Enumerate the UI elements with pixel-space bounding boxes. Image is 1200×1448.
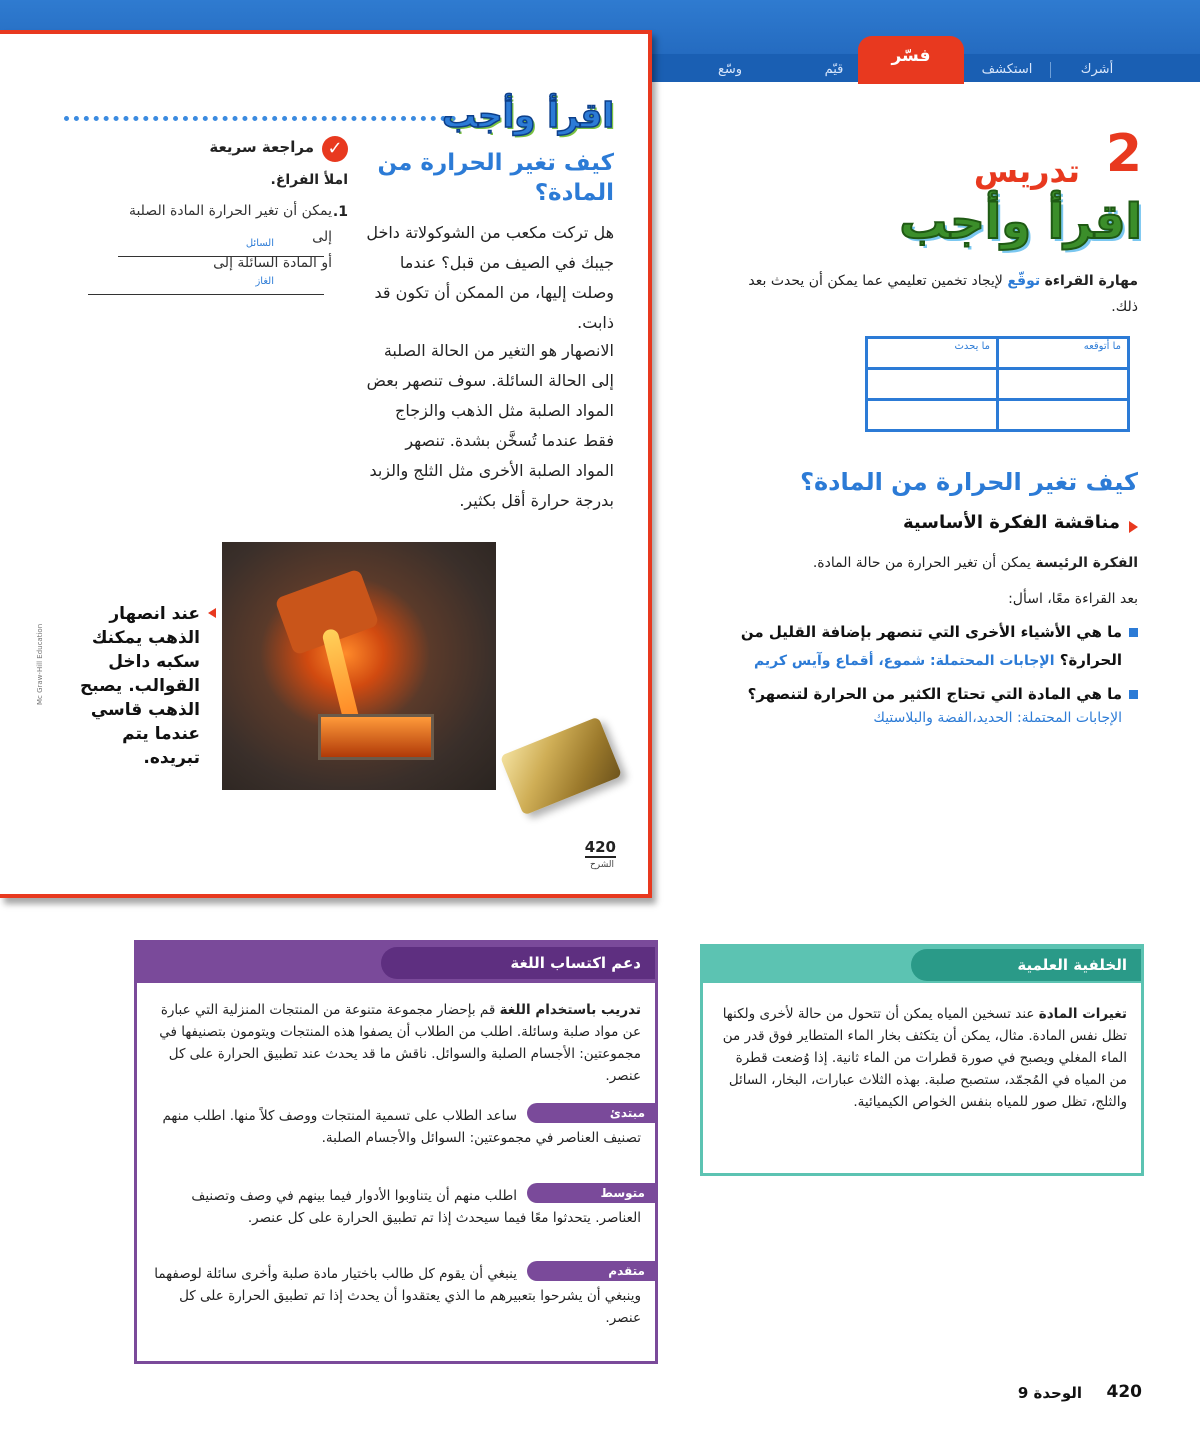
question-1 xyxy=(722,618,1122,675)
lesson-number: 2 xyxy=(1105,124,1142,184)
square-bullet-icon xyxy=(1129,628,1138,637)
read-answer-banner: اقرأ وأجب xyxy=(442,96,614,136)
photo-caption: عند انصهار الذهب يمكنك سكبه داخل القوالب. يصبح الذهب قاسي عندما يتم تبريده. xyxy=(79,604,200,768)
lesson-word: تدريس xyxy=(973,152,1080,190)
paragraph-1: هل تركت مكعب من الشوكولاتة داخل جيبك في الصيف من قبل؟ عندما وصلت إليها، من الممكن أن تكون قد ذابت. xyxy=(366,223,614,332)
main-idea-label: الفكرة الرئيسة xyxy=(1035,555,1138,571)
language-support-lead: تدريب باستخدام اللغة xyxy=(499,1002,641,1018)
dotted-rule xyxy=(64,116,456,121)
tab-engage[interactable]: أشرك xyxy=(1080,62,1114,77)
answer-1: السائل xyxy=(245,238,274,249)
discussion-head: مناقشة الفكرة الأساسية xyxy=(903,512,1120,533)
student-page-label: الشرح xyxy=(589,860,614,870)
language-support-title: دعم اكتساب اللغة xyxy=(381,947,655,979)
triangle-bullet-icon xyxy=(1129,521,1138,533)
level-text-intermediate: اطلب منهم أن يتناوبوا الأدوار فيما بينهم في وصف وتصنيف العناصر. يتحدثوا معًا فيما سيحدث إذا تم تطبيق الحرارة على كل عنصر. xyxy=(191,1188,641,1226)
tab-explore[interactable]: استكشف xyxy=(981,62,1033,77)
quick-review-title: مراجعة سريعة xyxy=(209,138,314,156)
footer-unit: الوحدة 9 xyxy=(1017,1384,1082,1402)
gold-bar-image xyxy=(500,716,622,815)
paragraph-2: الانصهار هو التغير من الحالة الصلبة إلى الحالة السائلة. سوف تنصهر بعض المواد الصلبة مثل الذهب والزجاج فقط عندما تُسخَّن بشدة. تنصهر المواد الصلبة الأخرى مثل الثلج والزبد بدرجة حرارة أقل بكثير. xyxy=(366,341,614,510)
tab-separator xyxy=(1050,62,1051,78)
table-cell[interactable] xyxy=(867,369,998,400)
table-cell[interactable] xyxy=(867,400,998,431)
science-background-box xyxy=(700,944,1144,1176)
molten-gold-photo xyxy=(222,542,496,790)
review-line-1: يمكن أن تغير الحرارة المادة الصلبة إلى xyxy=(128,203,332,245)
question-1-text: ما هي الأشياء الأخرى التي تنصهر بإضافة القليل من الحرارة؟ xyxy=(740,623,1122,669)
reading-skill-label: مهارة القراءة xyxy=(1044,273,1138,289)
student-page-number: 420 xyxy=(584,838,616,856)
main-idea xyxy=(718,550,1138,576)
table-cell[interactable] xyxy=(998,369,1129,400)
table-header-predict: ما أتوقعه xyxy=(998,338,1129,369)
question-title: كيف تغير الحرارة من المادة؟ xyxy=(377,150,614,206)
student-page xyxy=(0,30,652,898)
caption-pointer xyxy=(208,608,216,618)
tab-extend[interactable]: وسّع xyxy=(717,62,743,77)
table-header-happens: ما يحدث xyxy=(867,338,998,369)
level-tag-advanced: متقدم xyxy=(527,1261,655,1281)
after-reading: بعد القراءة معًا، اسأل: xyxy=(1008,591,1138,607)
footer-page-number: 420 xyxy=(1106,1382,1142,1402)
level-tag-beginner: مبتدئ xyxy=(527,1103,655,1123)
language-support-box xyxy=(134,940,658,1364)
tab-evaluate[interactable]: قيّم xyxy=(824,62,844,77)
reading-skill xyxy=(718,268,1138,320)
prediction-table xyxy=(865,336,1130,432)
language-support-intro xyxy=(153,999,641,1087)
question-2: ما هي المادة التي تحتاج الكثير من الحرارة لتنصهر؟ xyxy=(747,685,1122,703)
section-title: كيف تغير الحرارة من المادة؟ xyxy=(800,468,1138,496)
square-bullet-icon xyxy=(1129,690,1138,699)
item-number: 1. xyxy=(332,204,348,220)
level-tag-intermediate: متوسط xyxy=(527,1183,655,1203)
level-text-advanced: ينبغي أن يقوم كل طالب باختيار مادة صلبة وأخرى سائلة لوصفهما وينبغي أن يشرحوا بتعبيرهم ما الذي يعتقدوا أن يحدث إذا تم تطبيق الحرارة على كل عنصر. xyxy=(154,1266,641,1326)
teacher-title: اقرأ وأجب xyxy=(899,194,1142,250)
science-background-text: عند تسخين المياه يمكن أن تتحول من حالة لأخرى ولكنها تظل نفس المادة. مثال، يمكن أن يتكثف بخار الماء المتطاير فوق قدر من الماء المغلي ويصبح في صورة قطرات من الماء ثانية. إذا وُضعت قطرة من المياه في المُجمّد، ستصبح صلبة. بهذه الثلاث عبارات، البخار، السائل والثلج، تظل صور للمياه بنفس الخواص الكيميائية. xyxy=(722,1006,1127,1110)
question-1-answer: الإجابات المحتملة: شموع، أقماع وآيس كريم xyxy=(753,653,1055,669)
answer-blank-2[interactable] xyxy=(88,278,324,295)
review-line-2: أو المادة السائلة إلى xyxy=(213,255,332,271)
reading-skill-keyword: توقّع xyxy=(1007,273,1041,289)
science-background-title: الخلفية العلمية xyxy=(911,949,1141,981)
table-cell[interactable] xyxy=(998,400,1129,431)
language-support-intro-text: قم بإحضار مجموعة متنوعة من المنتجات المنزلية التي عبارة عن مواد صلبة وسائلة. اطلب من الطلاب أن يصفوا هذه المنتجات ويتومون بتصنيفها في مجموعتين: الأجسام الصلبة والسوائل. ناقش ما قد يحدث عند تطبيق الحرارة على كل عنصر. xyxy=(159,1002,641,1084)
photo-credit: Mc Graw-Hill Education xyxy=(36,624,44,706)
tab-explain[interactable]: فسّر xyxy=(858,36,964,84)
answer-2: الغاز xyxy=(255,276,274,287)
level-text-beginner: ساعد الطلاب على تسمية المنتجات ووصف كلاً منها. اطلب منهم تصنيف العناصر في مجموعتين: السوائل والأجسام الصلبة. xyxy=(162,1108,641,1146)
question-2-answer: الإجابات المحتملة: الحديد،الفضة والبلاستيك xyxy=(873,710,1122,726)
science-background-lead: تغيرات المادة xyxy=(1038,1006,1127,1022)
reading-skill-text: لإيجاد تخمين تعليمي عما يمكن أن يحدث بعد ذلك. xyxy=(748,273,1138,315)
check-icon: ✓ xyxy=(322,136,348,162)
science-background-body xyxy=(717,1003,1127,1113)
mold-shape xyxy=(318,714,434,760)
main-idea-text: يمكن أن تغير الحرارة من حالة المادة. xyxy=(812,555,1031,571)
quick-review-instruction: املأ الفراغ. xyxy=(270,172,348,188)
